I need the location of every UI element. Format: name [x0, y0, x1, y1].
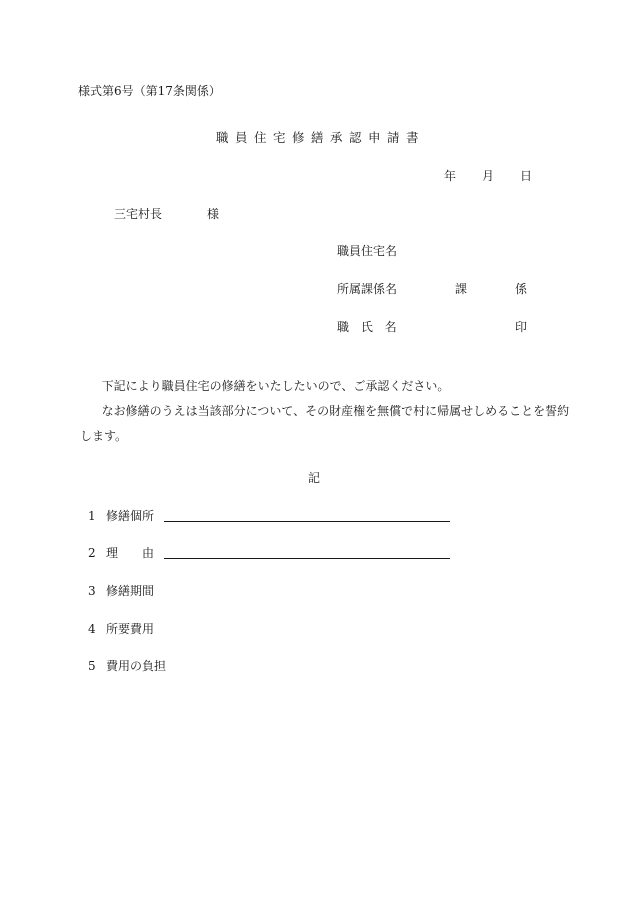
document-title: 職員住宅修繕承認申請書	[216, 130, 426, 145]
item-label-cost-burden: 費用の負担	[106, 659, 167, 673]
item-number: 2	[88, 546, 96, 560]
item-label-repair-period: 修繕期間	[106, 584, 155, 598]
reason-underline	[164, 558, 450, 559]
residence-label: 職員住宅名	[337, 244, 398, 258]
item-number: 1	[88, 509, 96, 523]
item-number: 4	[88, 622, 96, 636]
form-number: 様式第6号（第17条関係）	[78, 84, 221, 98]
date-day: 日	[520, 169, 533, 183]
addressee-name: 三宅村長	[114, 207, 163, 221]
date-year: 年	[444, 169, 457, 183]
body-paragraph-1: 下記により職員住宅の修繕をいたしたいので、ご承認ください。	[101, 379, 450, 393]
item-number: 3	[88, 584, 96, 598]
addressee-honorific: 様	[207, 207, 220, 221]
name-label: 職 氏 名	[337, 320, 397, 334]
date-month: 月	[482, 169, 495, 183]
item-number: 5	[88, 659, 96, 673]
ki-heading: 記	[308, 471, 321, 485]
item-label-repair-location: 修繕個所	[106, 509, 155, 523]
date-line	[444, 170, 532, 182]
seal-mark: 印	[515, 320, 528, 334]
repair-location-underline	[164, 521, 450, 522]
body-text	[80, 374, 570, 449]
item-label-reason: 理 由	[106, 546, 155, 560]
dept-kakari-label: 係	[515, 282, 528, 296]
dept-label: 所属課係名	[337, 282, 398, 296]
dept-ka-label: 課	[455, 282, 468, 296]
item-label-required-cost: 所要費用	[106, 622, 155, 636]
body-paragraph-2: なお修繕のうえは当該部分について、その財産権を無償で村に帰属せしめることを誓約します。	[80, 404, 570, 443]
